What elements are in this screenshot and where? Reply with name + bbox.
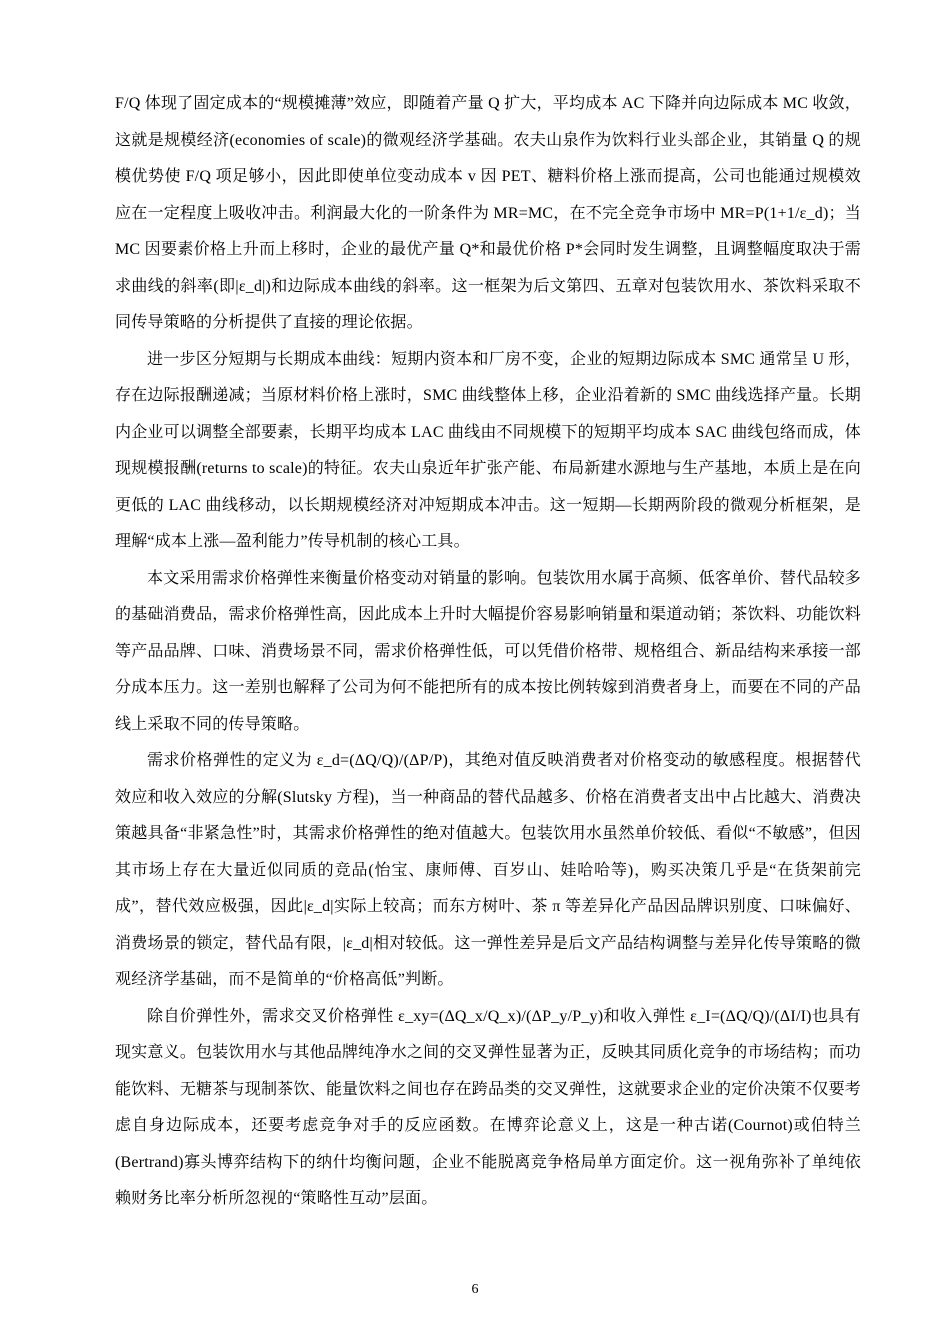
body-text bbox=[115, 86, 861, 1218]
paragraph-price-elasticity-intro: 本文采用需求价格弹性来衡量价格变动对销量的影响。包装饮用水属于高频、低客单价、替代品较多的基础消费品，需求价格弹性高，因此成本上升时大幅提价容易影响销量和渠道动销；茶饮料、功能饮料等产品品牌、口味、消费场景不同，需求价格弹性低，可以凭借价格带、规格组合、新品结构来承接一部分成本压力。这一差别也解释了公司为何不能把所有的成本按比例转嫁到消费者身上，而要在不同的产品线上采取不同的传导策略。 bbox=[115, 569, 861, 733]
paragraph-short-long-run-cost: 进一步区分短期与长期成本曲线：短期内资本和厂房不变，企业的短期边际成本 SMC 通常呈 U 形，存在边际报酬递减；当原材料价格上涨时，SMC 曲线整体上移，企业沿着新的 SMC 曲线选择产量。长期内企业可以调整全部要素，长期平均成本 LAC 曲线由不同规模下的短期平均成本 SAC 曲线包络而成，体现规模报酬(returns to scale)的特征。农夫山泉近年扩张产能、布局新建水源地与生产基地，本质上是在向更低的 LAC 曲线移动，以长期规模经济对冲短期成本冲击。这一短期—长期两阶段的微观分析框架，是理解“成本上涨—盈利能力”传导机制的核心工具。 bbox=[115, 350, 861, 550]
paragraph-price-elasticity-definition: 需求价格弹性的定义为 ε_d=(ΔQ/Q)/(ΔP/P)，其绝对值反映消费者对价格变动的敏感程度。根据替代效应和收入效应的分解(Slutsky 方程)，当一种商品的替代品越多、价格在消费者支出中占比越大、消费决策越具备“非紧急性”时，其需求价格弹性的绝对值越大。包装饮用水虽然单价较低、看似“不敏感”，但因其市场上存在大量近似同质的竞品(怡宝、康师傅、百岁山、娃哈哈等)，购买决策几乎是“在货架前完成”，替代效应极强，因此|ε_d|实际上较高；而东方树叶、茶 π 等差异化产品因品牌识别度、口味偏好、消费场景的锁定，替代品有限，|ε_d|相对较低。这一弹性差异是后文产品结构调整与差异化传导策略的微观经济学基础，而不是简单的“价格高低”判断。 bbox=[115, 752, 861, 988]
page-number: 6 bbox=[471, 1282, 479, 1297]
paragraph-cross-income-elasticity: 除自价弹性外，需求交叉价格弹性 ε_xy=(ΔQ_x/Q_x)/(ΔP_y/P_y)和收入弹性 ε_I=(ΔQ/Q)/(ΔI/I)也具有现实意义。包装饮用水与其他品牌纯净水之间的交叉弹性显著为正，反映其同质化竞争的市场结构；而功能饮料、无糖茶与现制茶饮、能量饮料之间也存在跨品类的交叉弹性，这就要求企业的定价决策不仅要考虑自身边际成本，还要考虑竞争对手的反应函数。在博弈论意义上，这是一种古诺(Cournot)或伯特兰(Bertrand)寡头博弈结构下的纳什均衡问题，企业不能脱离竞争格局单方面定价。这一视角弥补了单纯依赖财务比率分析所忽视的“策略性互动”层面。 bbox=[115, 1007, 861, 1207]
paragraph-scale-economies: F/Q 体现了固定成本的“规模摊薄”效应，即随着产量 Q 扩大，平均成本 AC 下降并向边际成本 MC 收敛，这就是规模经济(economies of scale)的微观经济学基础。农夫山泉作为饮料行业头部企业，其销量 Q 的规模优势使 F/Q 项足够小，因此即使单位变动成本 v 因 PET、糖料价格上涨而提高，公司也能通过规模效应在一定程度上吸收冲击。利润最大化的一阶条件为 MR=MC，在不完全竞争市场中 MR=P(1+1/ε_d)；当 MC 因要素价格上升而上移时，企业的最优产量 Q*和最优价格 P*会同时发生调整，且调整幅度取决于需求曲线的斜率(即|ε_d|)和边际成本曲线的斜率。这一框架为后文第四、五章对包装饮用水、茶饮料采取不同传导策略的分析提供了直接的理论依据。 bbox=[115, 95, 861, 331]
